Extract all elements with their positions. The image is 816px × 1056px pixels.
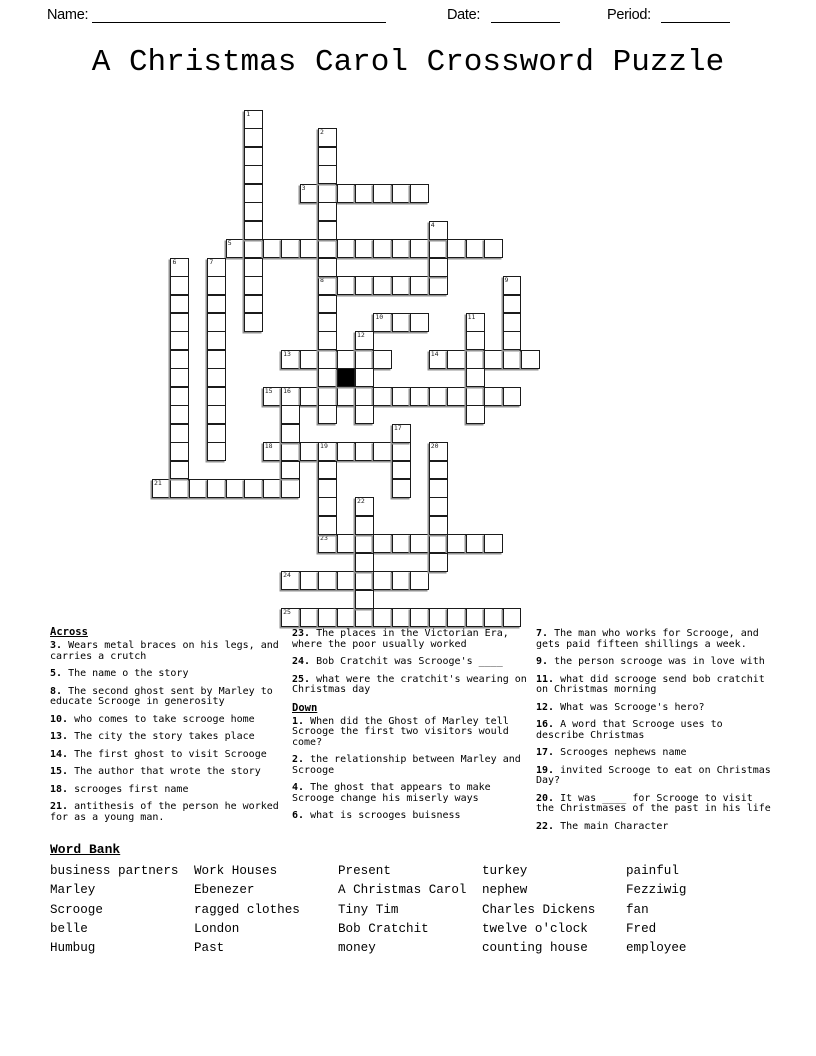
clue-down-1: 1. When did the Ghost of Marley tell Scrooge the first two visitors would come?: [292, 715, 509, 748]
cell-number: 5: [227, 239, 232, 248]
word-bank-item: fan: [626, 902, 649, 917]
grid-cell[interactable]: [207, 258, 226, 277]
grid-cell[interactable]: [244, 479, 263, 498]
grid-cell[interactable]: [207, 442, 226, 461]
grid-cell[interactable]: [373, 276, 392, 295]
name-blank-line[interactable]: [92, 7, 386, 23]
grid-cell[interactable]: [226, 239, 245, 258]
grid-cell[interactable]: [281, 479, 300, 498]
clue-down-2: 2. the relationship between Marley and Scrooge: [292, 754, 521, 776]
cell-number: 22: [356, 497, 365, 506]
grid-cell[interactable]: [429, 497, 448, 516]
grid-cell[interactable]: [373, 313, 392, 332]
grid-cell[interactable]: [152, 479, 171, 498]
cell-number: 15: [264, 386, 273, 395]
grid-cell[interactable]: [263, 442, 282, 461]
word-bank-item: nephew: [482, 883, 528, 898]
grid-cell[interactable]: [318, 147, 337, 166]
grid-cell[interactable]: [244, 128, 263, 147]
grid-cell[interactable]: [392, 442, 411, 461]
grid-cell[interactable]: [410, 571, 429, 590]
across-heading: Across: [50, 626, 88, 638]
grid-cell[interactable]: [281, 608, 300, 627]
cell-number: 10: [375, 312, 384, 321]
grid-cell[interactable]: [337, 571, 356, 590]
clue-across-18: 18. scrooges first name: [50, 783, 189, 795]
grid-cell[interactable]: [373, 350, 392, 369]
grid-cell[interactable]: [355, 331, 374, 350]
grid-cell-black: [337, 368, 356, 387]
page-title: A Christmas Carol Crossword Puzzle: [91, 45, 725, 80]
grid-cell[interactable]: [429, 239, 448, 258]
grid-cell[interactable]: [337, 350, 356, 369]
grid-cell[interactable]: [337, 442, 356, 461]
grid-cell[interactable]: [466, 350, 485, 369]
clues-column-left: [50, 627, 287, 830]
grid-cell[interactable]: [355, 184, 374, 203]
grid-cell[interactable]: [447, 608, 466, 627]
clue-across-14: 14. The first ghost to visit Scrooge: [50, 748, 267, 760]
grid-cell[interactable]: [318, 184, 337, 203]
cell-number: 14: [430, 349, 439, 358]
grid-cell[interactable]: [392, 313, 411, 332]
grid-cell[interactable]: [484, 239, 503, 258]
grid-cell[interactable]: [244, 295, 263, 314]
clue-across-13: 13. The city the story takes place: [50, 731, 255, 742]
grid-cell[interactable]: [263, 387, 282, 406]
grid-cell[interactable]: [392, 184, 411, 203]
grid-cell[interactable]: [355, 571, 374, 590]
grid-cell[interactable]: [355, 497, 374, 516]
grid-cell[interactable]: [392, 461, 411, 480]
grid-cell[interactable]: [466, 608, 485, 627]
grid-cell[interactable]: [429, 442, 448, 461]
cell-number: 24: [283, 571, 291, 580]
grid-cell[interactable]: [318, 387, 337, 406]
grid-cell[interactable]: [207, 405, 226, 424]
cell-number: 9: [504, 276, 509, 285]
clue-down-7: 7. The man who works for Scrooge, and gets paid fifteen shillings a week.: [536, 628, 759, 650]
grid-cell[interactable]: [484, 608, 503, 627]
grid-cell[interactable]: [281, 461, 300, 480]
grid-cell[interactable]: [410, 184, 429, 203]
cell-number: 3: [301, 183, 306, 192]
grid-cell[interactable]: [355, 276, 374, 295]
grid-cell[interactable]: [337, 276, 356, 295]
grid-cell[interactable]: [337, 239, 356, 258]
cell-number: 23: [320, 534, 328, 543]
grid-cell[interactable]: [318, 239, 337, 258]
clue-down-4: 4. The ghost that appears to make Scrooge change his miserly ways: [292, 782, 491, 804]
cell-number: 20: [430, 442, 439, 451]
grid-cell[interactable]: [318, 368, 337, 387]
clue-across-23: 23. The places in the Victorian Era, where the poor usually worked: [292, 628, 509, 650]
grid-cell[interactable]: [355, 553, 374, 572]
grid-cell[interactable]: [318, 405, 337, 424]
grid-cell[interactable]: [447, 239, 466, 258]
grid-cell[interactable]: [355, 368, 374, 387]
grid-cell[interactable]: [300, 350, 319, 369]
grid-cell[interactable]: [244, 202, 263, 221]
grid-cell[interactable]: [429, 553, 448, 572]
clue-down-11: 11. what did scrooge send bob cratchit on Christmas morning: [536, 673, 765, 695]
grid-cell[interactable]: [503, 608, 522, 627]
grid-cell[interactable]: [318, 442, 337, 461]
word-bank-item: London: [194, 921, 240, 936]
grid-cell[interactable]: [281, 405, 300, 424]
grid-cell[interactable]: [337, 387, 356, 406]
grid-cell[interactable]: [355, 350, 374, 369]
clue-across-5: 5. The name o the story: [50, 668, 189, 679]
grid-cell[interactable]: [300, 387, 319, 406]
word-bank-item: Scrooge: [50, 902, 103, 917]
grid-cell[interactable]: [300, 239, 319, 258]
grid-cell[interactable]: [429, 221, 448, 240]
grid-cell[interactable]: [466, 313, 485, 332]
cell-number: 6: [172, 257, 177, 266]
grid-cell[interactable]: [429, 461, 448, 480]
word-bank-item: Present: [338, 864, 391, 878]
period-label: Period:: [607, 7, 651, 23]
cell-number: 12: [356, 331, 365, 340]
grid-cell[interactable]: [170, 479, 189, 498]
name-label: Name:: [47, 7, 89, 23]
word-bank-item: Charles Dickens: [482, 902, 596, 917]
grid-cell[interactable]: [244, 239, 263, 258]
grid-cell[interactable]: [410, 387, 429, 406]
grid-cell[interactable]: [355, 405, 374, 424]
grid-cell[interactable]: [355, 442, 374, 461]
grid-cell[interactable]: [263, 479, 282, 498]
clue-across-24: 24. Bob Cratchit was Scrooge's ____: [292, 656, 503, 667]
clues-column-right: [536, 627, 773, 839]
word-bank-item: painful: [626, 864, 679, 878]
grid-cell[interactable]: [281, 239, 300, 258]
grid-cell[interactable]: [429, 258, 448, 277]
grid-cell[interactable]: [318, 571, 337, 590]
grid-cell[interactable]: [318, 350, 337, 369]
grid-cell[interactable]: [318, 534, 337, 553]
date-blank-line[interactable]: [491, 7, 560, 23]
grid-cell[interactable]: [503, 295, 522, 314]
grid-cell[interactable]: [429, 534, 448, 553]
grid-cell[interactable]: [484, 387, 503, 406]
grid-cell[interactable]: [207, 350, 226, 369]
grid-cell[interactable]: [244, 313, 263, 332]
grid-cell[interactable]: [392, 479, 411, 498]
grid-cell[interactable]: [226, 479, 245, 498]
date-label: Date:: [447, 7, 481, 23]
word-bank-item: belle: [50, 921, 88, 936]
grid-cell[interactable]: [318, 202, 337, 221]
word-bank-item: Work Houses: [194, 864, 278, 878]
cell-number: 13: [283, 349, 291, 358]
word-bank-item: Past: [194, 941, 225, 956]
grid-cell[interactable]: [300, 571, 319, 590]
clue-across-10: 10. who comes to take scrooge home: [50, 713, 255, 725]
grid-cell[interactable]: [410, 608, 429, 627]
grid-cell[interactable]: [207, 276, 226, 295]
grid-cell[interactable]: [263, 239, 282, 258]
grid-cell[interactable]: [170, 442, 189, 461]
grid-cell[interactable]: [429, 276, 448, 295]
clue-down-6: 6. what is scrooges buisness: [292, 810, 461, 821]
grid-cell[interactable]: [170, 405, 189, 424]
grid-cell[interactable]: [170, 295, 189, 314]
cell-number: 7: [209, 257, 214, 266]
grid-cell[interactable]: [300, 184, 319, 203]
grid-cell[interactable]: [207, 424, 226, 443]
word-bank: [50, 843, 790, 958]
grid-cell[interactable]: [170, 387, 189, 406]
grid-cell[interactable]: [170, 350, 189, 369]
grid-cell[interactable]: [429, 479, 448, 498]
grid-cell[interactable]: [170, 461, 189, 480]
grid-cell[interactable]: [447, 350, 466, 369]
cell-number: 1: [246, 110, 251, 118]
word-bank-item: business partners: [50, 864, 179, 878]
grid-cell[interactable]: [355, 239, 374, 258]
grid-cell[interactable]: [466, 387, 485, 406]
grid-cell[interactable]: [244, 276, 263, 295]
grid-cell[interactable]: [373, 184, 392, 203]
grid-cell[interactable]: [170, 424, 189, 443]
grid-cell[interactable]: [189, 479, 208, 498]
clue-across-8: 8. The second ghost sent by Marley to educate Scrooge in generosity: [50, 685, 273, 707]
grid-cell[interactable]: [207, 295, 226, 314]
grid-cell[interactable]: [318, 461, 337, 480]
clue-down-19: 19. invited Scrooge to eat on Christmas Day?: [536, 764, 771, 786]
grid-cell[interactable]: [337, 184, 356, 203]
clue-down-16: 16. A word that Scrooge uses to describe Christmas: [536, 719, 723, 741]
grid-cell[interactable]: [244, 110, 263, 129]
grid-cell[interactable]: [170, 313, 189, 332]
grid-cell[interactable]: [392, 534, 411, 553]
clue-down-22: 22. The main Character: [536, 820, 669, 832]
grid-cell[interactable]: [244, 258, 263, 277]
grid-cell[interactable]: [484, 534, 503, 553]
grid-cell[interactable]: [281, 571, 300, 590]
down-heading: Down: [292, 701, 318, 714]
grid-cell[interactable]: [207, 479, 226, 498]
grid-cell[interactable]: [281, 442, 300, 461]
grid-cell[interactable]: [207, 331, 226, 350]
grid-cell[interactable]: [355, 516, 374, 535]
word-bank-item: Ebenezer: [194, 883, 255, 898]
word-bank-title: Word Bank: [50, 842, 121, 857]
grid-cell[interactable]: [300, 608, 319, 627]
grid-cell[interactable]: [447, 534, 466, 553]
grid-cell[interactable]: [392, 608, 411, 627]
grid-cell[interactable]: [503, 331, 522, 350]
grid-cell[interactable]: [410, 239, 429, 258]
grid-cell[interactable]: [373, 239, 392, 258]
cell-number: 25: [283, 608, 291, 617]
grid-cell[interactable]: [429, 387, 448, 406]
grid-cell[interactable]: [170, 331, 189, 350]
clue-across-3: 3. Wears metal braces on his legs, and carries a crutch: [50, 640, 279, 662]
grid-cell[interactable]: [429, 516, 448, 535]
clues-column-middle: [292, 627, 529, 829]
word-bank-item: employee: [626, 941, 687, 956]
grid-cell[interactable]: [355, 534, 374, 553]
clue-down-17: 17. Scrooges nephews name: [536, 747, 687, 758]
crossword-grid: [152, 110, 542, 628]
grid-cell[interactable]: [207, 368, 226, 387]
cell-number: 16: [283, 386, 291, 395]
grid-cell[interactable]: [318, 608, 337, 627]
grid-cell[interactable]: [318, 331, 337, 350]
grid-cell[interactable]: [318, 497, 337, 516]
grid-cell[interactable]: [244, 221, 263, 240]
grid-cell[interactable]: [318, 479, 337, 498]
cell-number: 4: [430, 220, 435, 229]
grid-cell[interactable]: [318, 221, 337, 240]
grid-cell[interactable]: [503, 350, 522, 369]
word-bank-item: ragged clothes: [194, 902, 300, 917]
clue-across-21: 21. antithesis of the person he worked for as a young man.: [50, 801, 279, 823]
grid-cell[interactable]: [244, 165, 263, 184]
grid-cell[interactable]: [373, 571, 392, 590]
grid-cell[interactable]: [410, 276, 429, 295]
grid-cell[interactable]: [466, 331, 485, 350]
grid-cell[interactable]: [355, 590, 374, 609]
grid-cell[interactable]: [447, 387, 466, 406]
grid-cell[interactable]: [429, 350, 448, 369]
cell-number: 17: [393, 423, 402, 432]
grid-cell[interactable]: [281, 350, 300, 369]
grid-cell[interactable]: [521, 350, 540, 369]
grid-cell[interactable]: [244, 184, 263, 203]
grid-cell[interactable]: [466, 239, 485, 258]
word-bank-item: twelve o'clock: [482, 921, 588, 936]
word-bank-list: [50, 862, 790, 958]
clue-across-25: 25. what were the cratchit's wearing on Christmas day: [292, 673, 527, 695]
word-bank-item: Fezziwig: [626, 883, 687, 898]
grid-cell[interactable]: [392, 424, 411, 443]
grid-cell[interactable]: [373, 387, 392, 406]
word-bank-item: Marley: [50, 883, 96, 898]
grid-cell[interactable]: [355, 608, 374, 627]
grid-cell[interactable]: [392, 239, 411, 258]
grid-cell[interactable]: [503, 387, 522, 406]
grid-cell[interactable]: [207, 313, 226, 332]
grid-cell[interactable]: [318, 313, 337, 332]
grid-cell[interactable]: [410, 313, 429, 332]
grid-cell[interactable]: [373, 608, 392, 627]
grid-cell[interactable]: [281, 424, 300, 443]
grid-cell[interactable]: [355, 387, 374, 406]
grid-cell[interactable]: [392, 571, 411, 590]
word-bank-item: turkey: [482, 864, 528, 878]
cell-number: 19: [320, 442, 328, 451]
cell-number: 8: [320, 276, 324, 285]
cell-number: 2: [320, 128, 324, 137]
grid-cell[interactable]: [318, 165, 337, 184]
grid-cell[interactable]: [318, 295, 337, 314]
grid-cell[interactable]: [170, 276, 189, 295]
grid-cell[interactable]: [484, 350, 503, 369]
grid-cell[interactable]: [503, 313, 522, 332]
word-bank-item: Fred: [626, 921, 657, 936]
clue-down-20: 20. It was ____ for Scrooge to visit the Christmases of the past in his life: [536, 792, 771, 814]
grid-cell[interactable]: [410, 534, 429, 553]
period-blank-line[interactable]: [661, 7, 730, 23]
grid-cell[interactable]: [392, 387, 411, 406]
cell-number: 18: [264, 442, 273, 451]
clue-across-15: 15. The author that wrote the story: [50, 766, 261, 777]
grid-cell[interactable]: [466, 405, 485, 424]
grid-cell[interactable]: [281, 387, 300, 406]
grid-cell[interactable]: [170, 368, 189, 387]
grid-cell[interactable]: [503, 276, 522, 295]
cell-number: 21: [154, 479, 162, 487]
grid-cell[interactable]: [207, 387, 226, 406]
grid-cell[interactable]: [466, 534, 485, 553]
grid-cell[interactable]: [170, 258, 189, 277]
word-bank-item: counting house: [482, 941, 588, 956]
grid-cell[interactable]: [466, 368, 485, 387]
grid-cell[interactable]: [392, 276, 411, 295]
grid-cell[interactable]: [337, 534, 356, 553]
grid-cell[interactable]: [318, 128, 337, 147]
word-bank-item: money: [338, 941, 376, 956]
grid-cell[interactable]: [373, 534, 392, 553]
grid-cell[interactable]: [429, 608, 448, 627]
word-bank-item: Bob Cratchit: [338, 921, 429, 936]
grid-cell[interactable]: [318, 276, 337, 295]
cell-number: 11: [467, 312, 476, 321]
clue-down-9: 9. the person scrooge was in love with: [536, 656, 765, 667]
word-bank-item: Humbug: [50, 941, 96, 956]
grid-cell[interactable]: [373, 442, 392, 461]
grid-cell[interactable]: [300, 442, 319, 461]
grid-cell[interactable]: [318, 258, 337, 277]
word-bank-item: Tiny Tim: [338, 902, 399, 917]
grid-cell[interactable]: [337, 608, 356, 627]
grid-cell[interactable]: [244, 147, 263, 166]
grid-cell[interactable]: [318, 516, 337, 535]
clue-down-12: 12. What was Scrooge's hero?: [536, 701, 705, 713]
word-bank-item: A Christmas Carol: [338, 883, 467, 898]
